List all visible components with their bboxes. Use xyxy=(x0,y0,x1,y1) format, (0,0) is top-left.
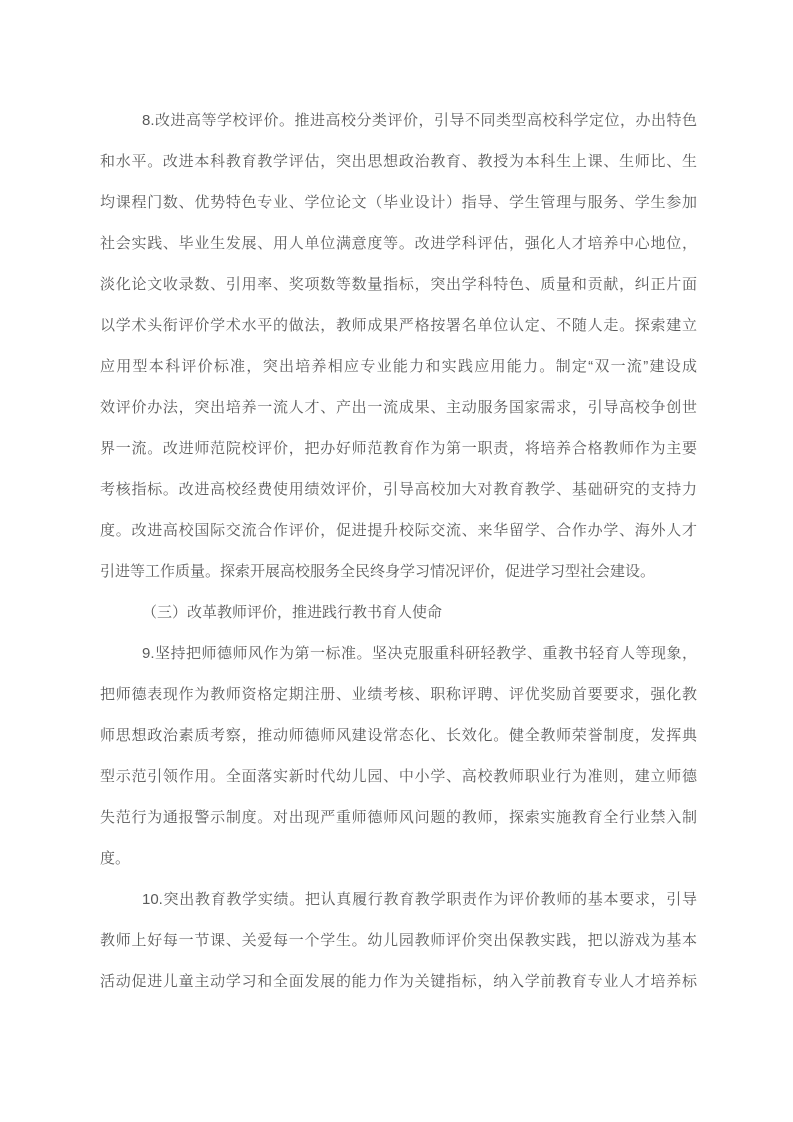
text-line: 均课程门数、优势特色专业、学位论文（毕业设计）指导、学生管理与服务、学生参加 xyxy=(100,194,697,211)
text-line: 引进等工作质量。探索开展高校服务全民终身学习情况评价，促进学习型社会建设。 xyxy=(100,563,656,580)
text-line: 度。改进高校国际交流合作评价，促进提升校际交流、来华留学、合作办学、海外人才 xyxy=(100,522,697,539)
text-line: 教师上好每一节课、关爱每一个学生。幼儿园教师评价突出保教实践，把以游戏为基本 xyxy=(100,932,697,949)
text-line: 9.坚持把师德师风作为第一标准。坚决克服重科研轻教学、重教书轻育人等现象， xyxy=(142,645,697,662)
text-line: 活动促进儿童主动学习和全面发展的能力作为关键指标，纳入学前教育专业人才培养标 xyxy=(100,973,697,990)
text-line: 考核指标。改进高校经费使用绩效评价，引导高校加大对教育教学、基础研究的支持力 xyxy=(100,481,697,498)
text-line: 应用型本科评价标准，突出培养相应专业能力和实践应用能力。制定“双一流”建设成 xyxy=(100,358,697,375)
text-line: 社会实践、毕业生发展、用人单位满意度等。改进学科评估，强化人才培养中心地位， xyxy=(100,235,697,252)
paragraph-9 xyxy=(100,633,697,879)
paragraph-10 xyxy=(100,879,697,1002)
paragraph-8 xyxy=(100,100,697,592)
text-line: 以学术头衔评价学术水平的做法，教师成果严格按署名单位认定、不随人走。探索建立 xyxy=(100,317,697,334)
text-line: 把师德表现作为教师资格定期注册、业绩考核、职称评聘、评优奖励首要要求，强化教 xyxy=(100,686,697,703)
text-line: 8.改进高等学校评价。推进高校分类评价，引导不同类型高校科学定位，办出特色 xyxy=(142,112,697,129)
text-line: 师思想政治素质考察，推动师德师风建设常态化、长效化。健全教师荣誉制度，发挥典 xyxy=(100,727,697,744)
text-line: 失范行为通报警示制度。对出现严重师德师风问题的教师，探索实施教育全行业禁入制 xyxy=(100,809,697,826)
text-line: 淡化论文收录数、引用率、奖项数等数量指标，突出学科特色、质量和贡献，纠正片面 xyxy=(100,276,697,293)
text-line: 界一流。改进师范院校评价，把办好师范教育作为第一职责，将培养合格教师作为主要 xyxy=(100,440,697,457)
text-line: 型示范引领作用。全面落实新时代幼儿园、中小学、高校教师职业行为准则，建立师德 xyxy=(100,768,697,785)
text-line: 效评价办法，突出培养一流人才、产出一流成果、主动服务国家需求，引导高校争创世 xyxy=(100,399,697,416)
text-line: 和水平。改进本科教育教学评估，突出思想政治教育、教授为本科生上课、生师比、生 xyxy=(100,153,697,170)
section-heading: （三）改革教师评价，推进践行教书育人使命 xyxy=(142,604,443,621)
text-line: 10.突出教育教学实绩。把认真履行教育教学职责作为评价教师的基本要求，引导 xyxy=(142,891,697,908)
text-line: 度。 xyxy=(100,850,131,867)
